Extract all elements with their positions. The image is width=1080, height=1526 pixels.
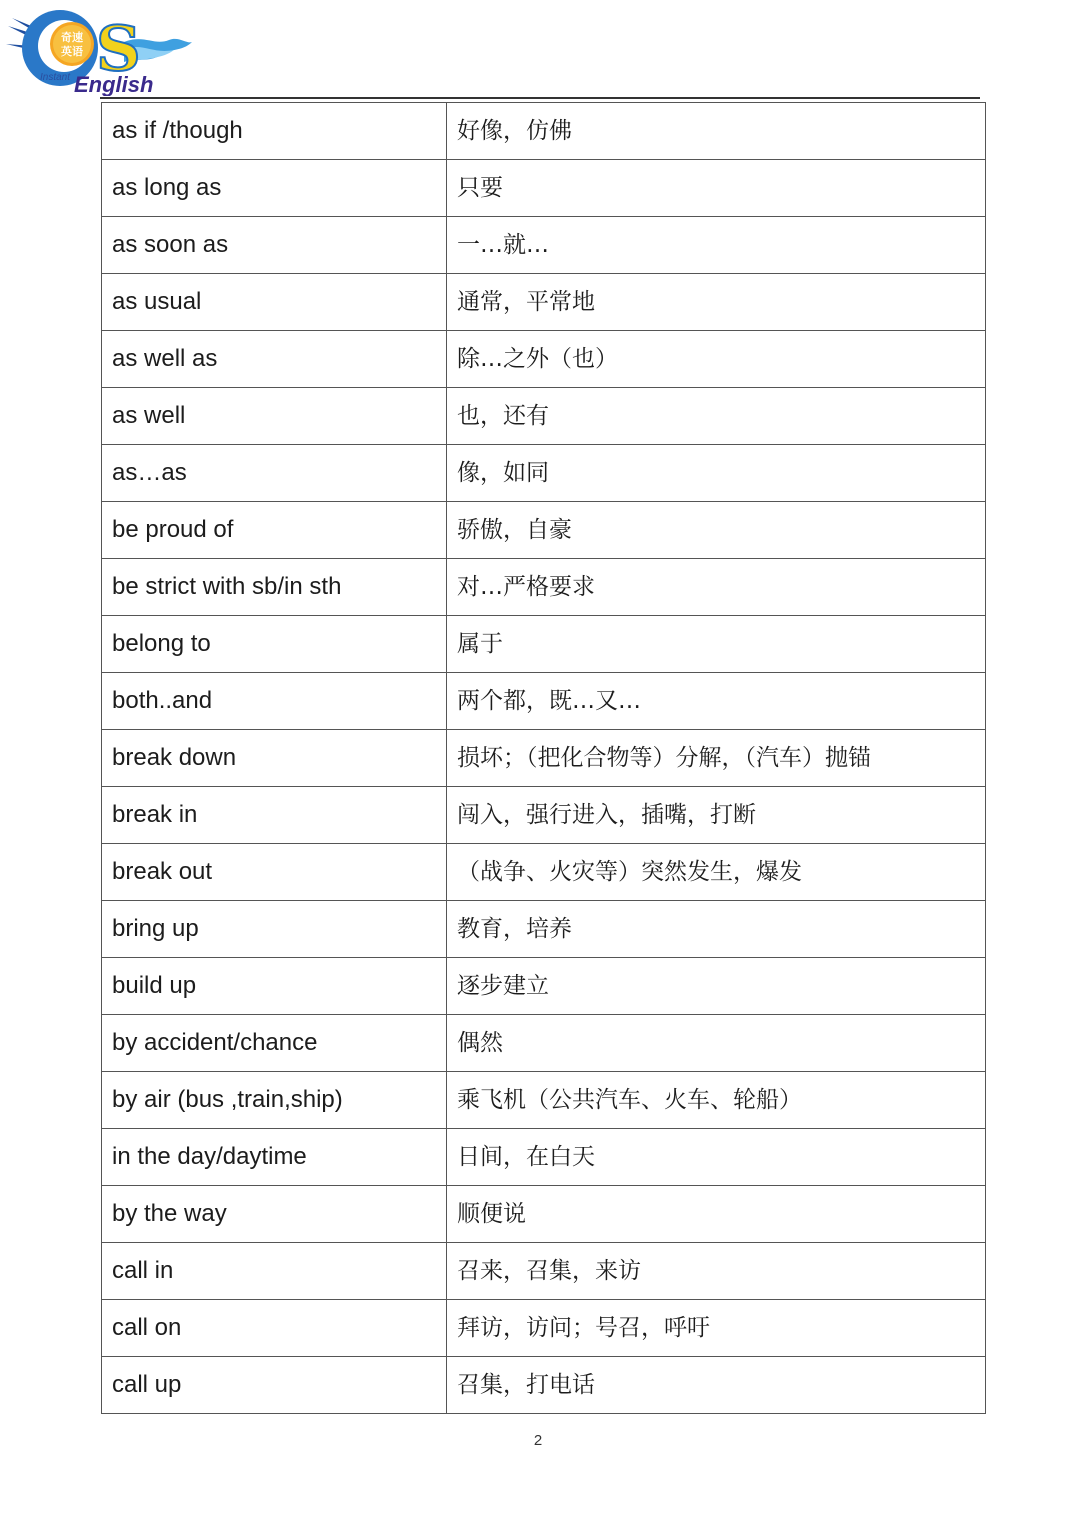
- meaning-cell: 像，如同: [447, 445, 986, 502]
- meaning-cell: 乘飞机（公共汽车、火车、轮船）: [447, 1072, 986, 1129]
- meaning-cell: 损坏；（把化合物等）分解，（汽车）抛锚: [447, 730, 986, 787]
- qs-english-logo-icon: [4, 4, 194, 96]
- phrase-cell: call on: [102, 1300, 447, 1357]
- table-row: [102, 1015, 986, 1072]
- table-row: [102, 1072, 986, 1129]
- phrase-table: [101, 102, 986, 1414]
- phrase-table-body: [102, 103, 986, 1414]
- table-row: [102, 1243, 986, 1300]
- svg-text:S: S: [96, 12, 141, 85]
- phrase-cell: by the way: [102, 1186, 447, 1243]
- phrase-cell: by air (bus ,train,ship): [102, 1072, 447, 1129]
- phrase-cell: as well as: [102, 331, 447, 388]
- meaning-cell: 也，还有: [447, 388, 986, 445]
- meaning-cell: 逐步建立: [447, 958, 986, 1015]
- phrase-cell: be strict with sb/in sth: [102, 559, 447, 616]
- meaning-cell: 召来，召集，来访: [447, 1243, 986, 1300]
- phrase-cell: belong to: [102, 616, 447, 673]
- table-row: [102, 1186, 986, 1243]
- phrase-cell: be proud of: [102, 502, 447, 559]
- meaning-cell: 两个都，既…又…: [447, 673, 986, 730]
- svg-text:English: English: [74, 72, 154, 96]
- meaning-cell: 通常，平常地: [447, 274, 986, 331]
- svg-text:奇速: 奇速: [61, 31, 83, 44]
- phrase-cell: in the day/daytime: [102, 1129, 447, 1186]
- table-row: [102, 160, 986, 217]
- phrase-cell: break out: [102, 844, 447, 901]
- phrase-cell: break in: [102, 787, 447, 844]
- table-row: [102, 1357, 986, 1414]
- meaning-cell: 对…严格要求: [447, 559, 986, 616]
- meaning-cell: 除…之外（也）: [447, 331, 986, 388]
- svg-text:Instant: Instant: [40, 72, 71, 83]
- brand-logo: [4, 4, 194, 96]
- meaning-cell: 属于: [447, 616, 986, 673]
- meaning-cell: 一…就…: [447, 217, 986, 274]
- phrase-cell: both..and: [102, 673, 447, 730]
- phrase-cell: break down: [102, 730, 447, 787]
- meaning-cell: 好像，仿佛: [447, 103, 986, 160]
- table-row: [102, 559, 986, 616]
- table-row: [102, 1129, 986, 1186]
- table-row: [102, 274, 986, 331]
- meaning-cell: （战争、火灾等）突然发生，爆发: [447, 844, 986, 901]
- meaning-cell: 教育，培养: [447, 901, 986, 958]
- table-row: [102, 901, 986, 958]
- table-row: [102, 958, 986, 1015]
- phrase-cell: as usual: [102, 274, 447, 331]
- phrase-cell: as well: [102, 388, 447, 445]
- phrase-cell: as…as: [102, 445, 447, 502]
- phrase-cell: as soon as: [102, 217, 447, 274]
- meaning-cell: 拜访，访问；号召，呼吁: [447, 1300, 986, 1357]
- meaning-cell: 骄傲，自豪: [447, 502, 986, 559]
- phrase-cell: bring up: [102, 901, 447, 958]
- table-row: [102, 673, 986, 730]
- table-row: [102, 103, 986, 160]
- meaning-cell: 日间，在白天: [447, 1129, 986, 1186]
- phrase-cell: as long as: [102, 160, 447, 217]
- table-row: [102, 217, 986, 274]
- phrase-cell: build up: [102, 958, 447, 1015]
- table-row: [102, 844, 986, 901]
- table-row: [102, 1300, 986, 1357]
- meaning-cell: 只要: [447, 160, 986, 217]
- phrase-cell: as if /though: [102, 103, 447, 160]
- table-row: [102, 388, 986, 445]
- table-row: [102, 502, 986, 559]
- svg-text:英语: 英语: [61, 45, 83, 58]
- page-number: 2: [533, 1432, 543, 1449]
- phrase-cell: by accident/chance: [102, 1015, 447, 1072]
- table-row: [102, 787, 986, 844]
- meaning-cell: 召集，打电话: [447, 1357, 986, 1414]
- table-row: [102, 445, 986, 502]
- meaning-cell: 闯入，强行进入，插嘴，打断: [447, 787, 986, 844]
- meaning-cell: 顺便说: [447, 1186, 986, 1243]
- meaning-cell: 偶然: [447, 1015, 986, 1072]
- table-row: [102, 331, 986, 388]
- table-row: [102, 730, 986, 787]
- phrase-cell: call up: [102, 1357, 447, 1414]
- table-row: [102, 616, 986, 673]
- header-divider: [100, 97, 980, 99]
- phrase-cell: call in: [102, 1243, 447, 1300]
